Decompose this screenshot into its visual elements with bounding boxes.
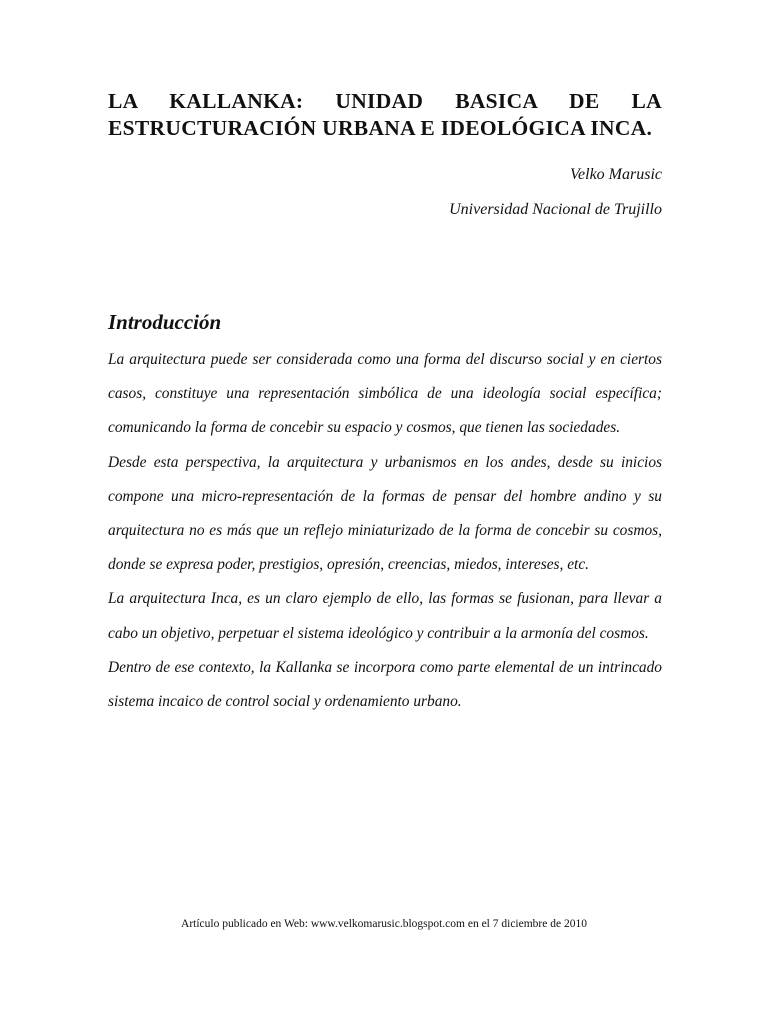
section-heading-introduccion: Introducción: [108, 310, 222, 334]
paragraph: Dentro de ese contexto, la Kallanka se incorpora como parte elemental de un intrincado sistema incaico de control social y ordenamiento urbano.: [108, 658, 662, 711]
paragraph: La arquitectura puede ser considerada como una forma del discurso social y en ciertos casos, constituye una representación simbólica de una ideología social específica; comunicando la forma de concebir su espacio y cosmos, que tienen las sociedades.: [108, 351, 662, 437]
author-name: Velko Marusic: [570, 166, 662, 183]
author-affiliation: Universidad Nacional de Trujillo: [449, 201, 662, 218]
document-title: LA KALLANKA: UNIDAD BASICA DE LA ESTRUCTURACIÓN URBANA E IDEOLÓGICA INCA.: [108, 89, 662, 140]
introduction-body: [108, 343, 662, 719]
publication-footer: Artículo publicado en Web: www.velkomarusic.blogspot.com en el 7 diciembre de 2010: [181, 918, 587, 930]
paragraph: La arquitectura Inca, es un claro ejemplo de ello, las formas se fusionan, para llevar a cabo un objetivo, perpetuar el sistema ideológico y contribuir a la armonía del cosmos.: [108, 590, 662, 642]
paragraph: Desde esta perspectiva, la arquitectura y urbanismos en los andes, desde su inicios compone una micro-representación de la formas de pensar del hombre andino y su arquitectura no es más que un reflejo miniaturizado de la forma de concebir su cosmos, donde se expresa poder, prestigios, opresión, creencias, miedos, intereses, etc.: [108, 453, 662, 574]
